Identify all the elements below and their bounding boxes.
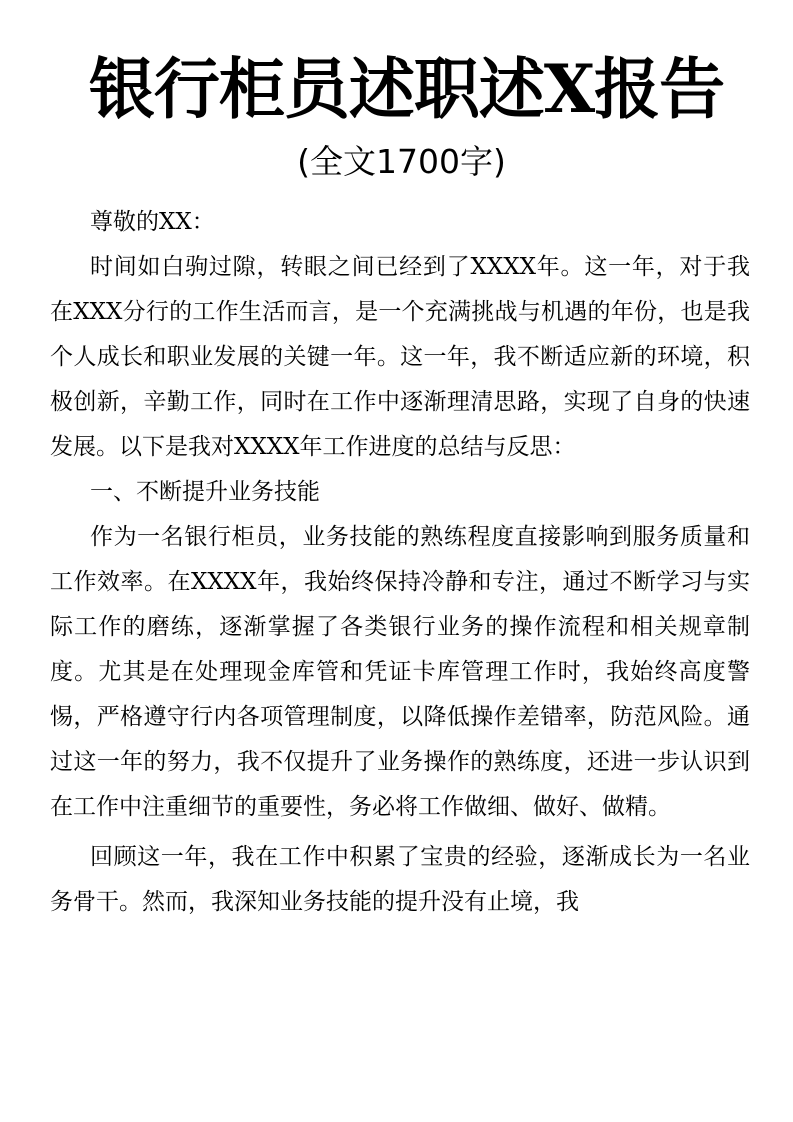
section-heading: 一、不断提升业务技能	[90, 479, 320, 505]
section-paragraph: 作为一名银行柜员，业务技能的熟练程度直接影响到服务质量和工作效率。在XXXX年，我始终保持冷静和专注，通过不断学习与实际工作的磨练，逐渐掌握了各类银行业务的操作流程和相关规章制度。尤其是在处理现金库管和凭证卡库管理工作时，我始终高度警惕，严格遵守行内各项管理制度，以降低操作差错率，防范风险。通过这一年的努力，我不仅提升了业务操作的熟练度，还进一步认识到在工作中注重细节的重要性，务必将工作做细、做好、做精。	[50, 524, 750, 820]
section-paragraph-continued: 回顾这一年，我在工作中积累了宝贵的经验，逐渐成长为一名业务骨干。然而，我深知业务技能的提升没有止境，我	[50, 844, 750, 915]
greeting-paragraph: 尊敬的XX：	[90, 209, 215, 235]
document-body	[50, 200, 750, 925]
document-subtitle: (全文1700字)	[297, 142, 506, 181]
document-title: 银行柜员述职述X报告	[88, 50, 725, 128]
intro-paragraph: 时间如白驹过隙，转眼之间已经到了XXXX年。这一年，对于我在XXX分行的工作生活而言，是一个充满挑战与机遇的年份，也是我个人成长和职业发展的关键一年。这一年，我不断适应新的环境，积极创新，辛勤工作，同时在工作中逐渐理清思路，实现了自身的快速发展。以下是我对XXXX年工作进度的总结与反思：	[50, 254, 750, 460]
